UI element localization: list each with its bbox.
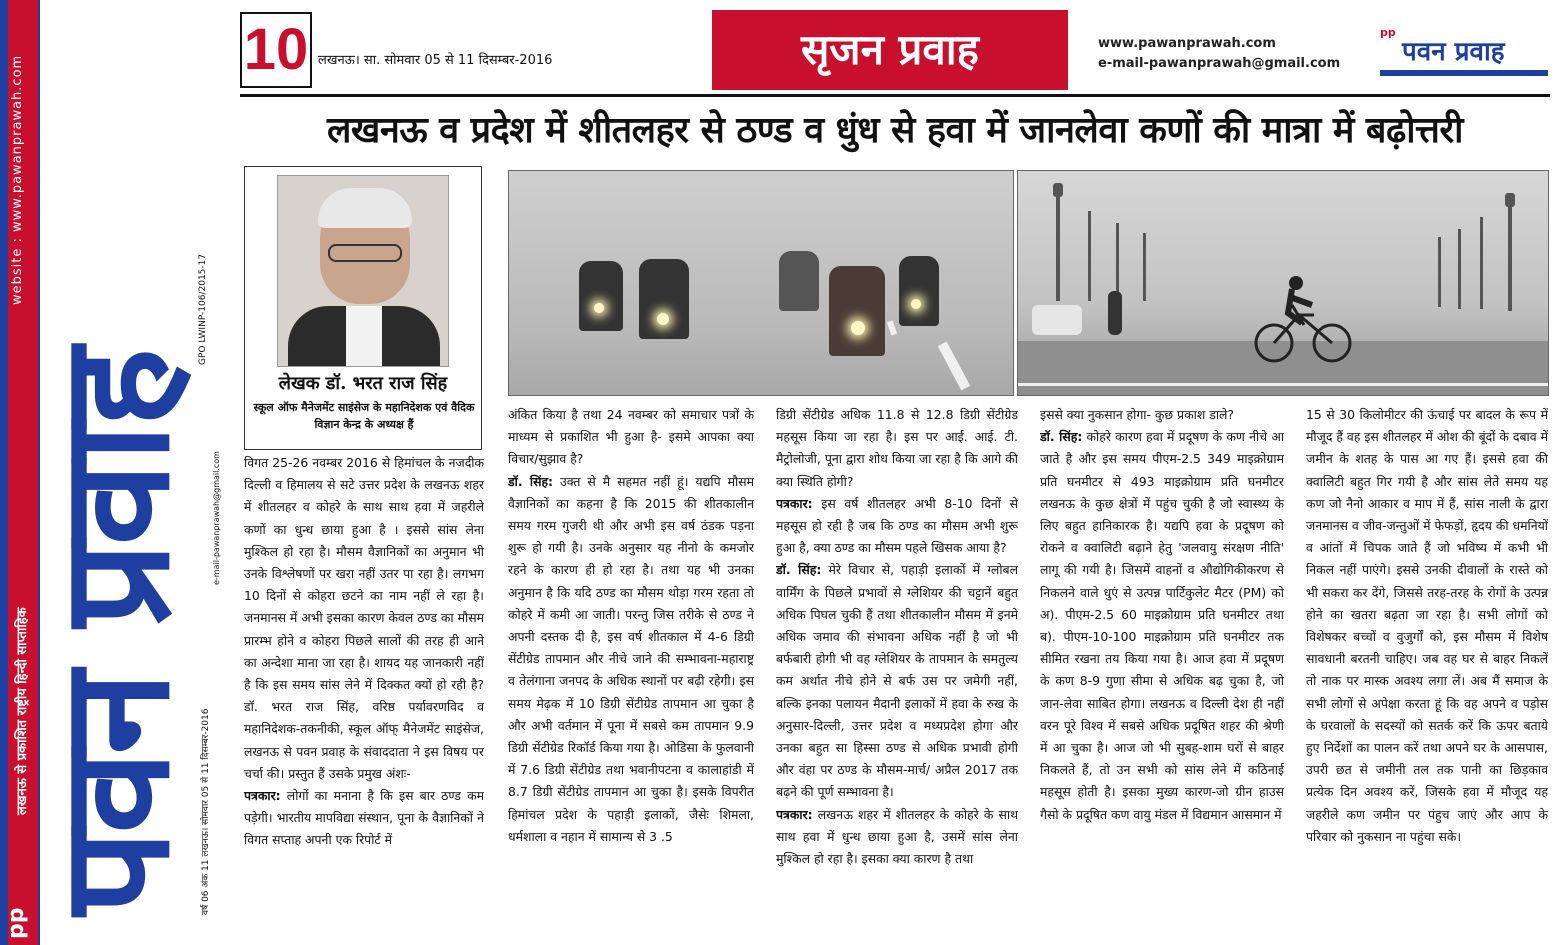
motorcycle-rider xyxy=(829,266,885,356)
logo-underline xyxy=(1380,70,1548,76)
fog-motorcycles-photo xyxy=(508,170,1014,396)
page-number: 10 xyxy=(240,12,312,88)
paragraph xyxy=(776,804,1018,871)
speaker-label: पत्रकार: xyxy=(776,806,813,822)
paragraph xyxy=(1040,426,1284,826)
masthead-rotated-group xyxy=(0,0,230,945)
photo-shirt-shape xyxy=(346,306,382,367)
headlight xyxy=(851,321,865,335)
paragraph-text: लोगों का मनाना है कि इस बार ठण्ड कम पड़ेगी। भारतीय मापविद्या संस्थान, पूना के वैज्ञानिकों ने विगत सप्ताह अपनी एक रिपोर्ट में xyxy=(244,788,484,848)
masthead-title: पवन प्रवाह xyxy=(27,351,203,915)
street-lamp-pole xyxy=(1116,223,1119,301)
header-email: e-mail-pawanprawah@gmail.com xyxy=(1098,56,1341,71)
paragraph xyxy=(776,404,1018,493)
paragraph-text: उक्त से मै सहमत नहीं हूं। यद्यपि मौसम वैज्ञानिकों का कहना है कि 2015 की शीतकालीन समय गरम गुजरी थी और अभी इस वर्ष ठंडक पड़ना शुरू हो गयी है। उनके अनुसार यह नीनो के कमजोर रहने के कारण ही हो रहा है। तथा यह भी उनका अनुमान है कि यदि ठण्ड का मौसम थोड़ा गरम रहता तो कोहरे में कमी आ जाती। परन्तु जिस तरीके से ठण्ड ने अपनी दस्तक दी है, इस वर्ष शीतकाल में 4-6 डिग्री सेंटीग्रेड तापमान और नीचे जाने की सम्भावना-महाराष्ट्र व तेलंगाना जनपद के अधिक स्थानों पर बढ़ी रहेगी। इस समय मेढ़क में 10 डिग्री सेंटीग्रेड तापमान आ चुका है और अभी वर्तमान में पूना में सबसे कम तापमान 9.9 डिग्री सेंटीग्रेड रिकॉर्ड किया गया है। ओडिसा के फुलवानी में 7.6 डिग्री सेंटीग्रेड तथा भवानीपटना व कालाहांडी में 8.7 डिग्री सेंटीग्रेड तापमान आ चुका है। इसके विपरीत हिमांचल प्रदेश के पहाड़ी इलाकों, जैसेः शिमला, धर्मशाला व नहान में सामान्य से 3 .5 xyxy=(508,473,754,844)
dateline: लखनऊ। सा. सोमवार 05 से 11 दिसम्बर-2016 xyxy=(318,53,553,68)
header-website: www.pawanprawah.com xyxy=(1098,36,1276,51)
car-shape xyxy=(1032,305,1082,335)
author-name: लेखक डॉ. भरत राज सिंह xyxy=(278,373,448,394)
paragraph-text: इस वर्ष शीतलहर अभी 8-10 दिनों से महसूस हो रही है जब कि ठण्ड का मौसम अभी शुरू हुआ है, क्या ठण्ड का मौसम पहले खिसक आया है? xyxy=(776,495,1018,556)
road-marking xyxy=(1018,383,1549,386)
cyclist-silhouette xyxy=(1254,275,1354,365)
speaker-label: पत्रकार: xyxy=(776,495,813,511)
paragraph-text: 15 से 30 किलोमीटर की ऊंचाई पर बादल के रूप में मौजूद हैं वह इस शीतलहर में ओश की बूंदों के दबाव में जमीन के शतह के पास आ गए हैं। इससे हवा की क्वालिटी बहुत गिर गयी है और सांस लेते समय यह कण जो नैनो आकार व माप में हैं, सांस नाली के द्वारा जनमानस व जीव-जन्तुओं में फेफड़ों, हृदय की धमनियों व आंतों में चिपक जाते हैं जो भविष्य में कभी भी निकल नहीं पाएंगे। इससे उनकी दीवालों के रास्ते को भी सकरा कर देंगे, जिससे तरह-तरह के रोगों के उत्पन्न होने का खतरा बढ़ता जा रहा है। सभी लोगों को विशेषकर बच्चों व वुजुर्गों को, इस मौसम में विशेष सावधानी बरतनी चाहिए। जब वह घर से बाहर निकलें तो नाक पर मास्क अवश्य लगा लें। अब मैं समाज के सभी लोगों से अपेक्षा करता हूं कि वह अपने व पड़ोस के घरवालों के सदस्यों को सतर्क करें कि ऊपर बताये हुए निर्देशों का पालन करें तथा अपने घर के आसपास, उपरी छत से जमीनी तल तक पानी का छिड़काव प्रत्येक दिन अवश्य करें, जिसके हवा में मौजूद यह जहरीले कण जमीन पर पंहुच जाएं और आप के परिवार को नुकसान ना पहुंचा सके। xyxy=(1306,407,1548,844)
article-column-1 xyxy=(244,452,484,938)
paragraph xyxy=(776,559,1018,803)
street-lamp-pole xyxy=(1480,217,1483,309)
paragraph xyxy=(1306,404,1548,848)
motorcycle-rider xyxy=(779,251,819,311)
street-lamp-pole xyxy=(1458,229,1461,309)
photo-glasses-shape xyxy=(328,244,402,262)
fog-cyclist-photo xyxy=(1017,170,1549,396)
street-lamp-pole xyxy=(1508,201,1512,311)
article-headline: लखनऊ व प्रदेश में शीतलहर से ठण्ड व धुंध से हवा में जानलेवा कणों की मात्रा में बढ़ोत्तरी xyxy=(327,109,1463,151)
masthead-tagline: लखनऊ से प्रकाशित राष्ट्रीय हिन्दी साप्ताहिक xyxy=(15,607,30,815)
motorcycle-rider xyxy=(639,259,689,339)
headlight xyxy=(594,303,604,313)
speaker-label: पत्रकार: xyxy=(244,788,281,804)
masthead-pp-badge: pp xyxy=(4,907,29,939)
paragraph xyxy=(244,452,484,785)
motorcycle-rider xyxy=(579,261,623,331)
road-marking xyxy=(887,320,897,335)
paragraph xyxy=(508,471,754,848)
article-column-3 xyxy=(776,404,1018,938)
street-lamp xyxy=(1053,183,1063,197)
author-box xyxy=(244,166,482,450)
page-header xyxy=(240,8,1550,94)
header-divider xyxy=(240,94,1550,97)
masthead-issue-line: वर्ष 06 अंक 11 लखनऊ। सोमवार 05 से 11 दिसम्बर-2016 xyxy=(201,708,211,915)
article-column-5 xyxy=(1306,404,1548,938)
masthead-website: website : www.pawanprawah.com xyxy=(10,54,25,305)
paragraph-text: कोहरे कारण हवा में प्रदूषण के कण नीचे आ जाते है और इस समय पीएम-2.5 349 माइक्रोग्राम प्रति घनमीटर से 493 माइक्रोग्राम प्रति घनमीटर लखनऊ के कुछ क्षेत्रों में पहुंच चुकी है जो स्वास्थ्य के लिए बहुत हानिकारक है। यद्यपि हवा के प्रदूषण को रोकने व क्वालिटी बढ़ाने हेतु 'जलवायु संरक्षण नीति' लागू की गयी है। जिसमें वाहनों व औद्योगिकीकरण से निकलने वाले धुएं से उत्पन्न पार्टिकुलेट मैटर (PM) को अ). पीएम-2.5 60 माइक्रोग्राम प्रति घनमीटर तथा ब). पीएम-10-100 माइक्रोग्राम प्रति घनमीटर तक सीमित रखना तय किया गया है। आज हवा में प्रदूषण के कण 8-9 गुणा सीमा से अधिक बढ़ चुका है, जो जान-लेवा साबित होगा। लखनऊ व दिल्ली देश ही नहीं वरन पूरे विश्व में सबसे अधिक प्रदूषित शहर की श्रेणी में आ चुका है। आज जो भी सुबह-शाम घरों से बाहर निकलते हैं, तो उन सभी को सांस लेने में कठिनाई महसूस होती है। इसका मुख्य कारण-जो ग्रीन हाउस गैसो के प्रदूषित कण वायु मंडल में विद्यमान आसमान में xyxy=(1040,429,1284,822)
logo-text: पवन प्रवाह xyxy=(1402,37,1505,67)
street-lamp-pole xyxy=(1088,211,1091,301)
article-column-4 xyxy=(1040,404,1284,938)
paragraph-text: इससे क्या नुकसान होगा- कुछ प्रकाश डाले? xyxy=(1040,407,1235,422)
motorcycle-rider xyxy=(899,256,939,326)
paragraph-text: लखनऊ शहर में शीतलहर के कोहरे के साथ साथ हवा में धुन्ध छाया हुआ है, उसमें सांस लेना मुश्किल हो रहा है। इसका क्या कारण है तथा xyxy=(776,806,1018,867)
speaker-label: डॉ. सिंह: xyxy=(1040,429,1083,445)
paragraph xyxy=(508,404,754,471)
paragraph-text: विगत 25-26 नवम्बर 2016 से हिमांचल के नजदीक दिल्ली व हिमालय से सटे उत्तर प्रदेश के लखनऊ शहर में शीतलहर व कोहरे के साथ साथ हवा में जहरीले कणों का धुन्ध छाया हुआ है । इससे सांस लेना मुश्किल हो रहा है। मौसम वैज्ञानिकों का अनुमान भी उनके विश्लेषणों पर खरा नहीं उतर पा रहा है। लगभग 10 दिनों से कोहरा छटने का नाम नहीं ले रहा है। जनमानस में अभी इसका कारण केवल ठण्ड का मौसम प्रारम्भ होने व कोहरा पिछले सालों की तरह ही आने का अन्देशा माना जा रहा है। शायद यह जानकारी नहीं है कि इस समय सांस लेने में दिक्कत क्यों हो रही है? डॉ. भरत राज सिंह, वरिष्ठ पर्यावरणविद व महानिदेशक-तकनीकी, स्कूल ऑफ् मैनेजमेंट साइंसेज, लखनऊ से पवन प्रवाह के संवाददाता ने इस विषय पर चर्चा की। प्रस्तुत हैं उसके प्रमुख अंशः- xyxy=(244,455,484,781)
paragraph xyxy=(244,785,484,852)
speaker-label: डॉ. सिंह: xyxy=(508,473,554,489)
masthead-registration: GPO LWINP-106/2015-17 xyxy=(198,253,208,365)
speaker-label: डॉ. सिंह: xyxy=(776,562,822,578)
headlight xyxy=(657,313,669,325)
paragraph-text: डिग्री सेंटीग्रेड अधिक 11.8 से 12.8 डिग्री सेंटीग्रेड महसूस किया जा रहा है। इस पर आई. आई. टी. मैट्रोलोजी, पूना द्वारा शोध किया जा रहा है कि आगे की क्या स्थिति होगी? xyxy=(776,407,1018,489)
author-photo xyxy=(277,175,449,367)
paragraph xyxy=(1040,404,1284,426)
pedestrian-silhouette xyxy=(1108,291,1122,335)
street-lamp-pole xyxy=(1056,191,1060,301)
logo-pp-mark: pp xyxy=(1380,26,1396,39)
photo-hair-shape xyxy=(318,188,412,228)
paragraph-text: मेरे विचार से, पहाड़ी इलाकों में ग्लोबल वार्मिंग के पिछले प्रभावों से ग्लेशियर की चट्टानें बहुत अधिक पिघल चुकी हैं तथा शीतकालीन मौसम में इनमे अधिक जमाव की संभावना अधिक नहीं है जो भी बर्फबारी होगी भी वह ग्लेशियर के तापमान के समतुल्य कम अर्थात नीचे होने से बर्फ उस पर जमेगी नहीं, बल्कि इनका पलायन मैदानी इलाकों में हवा के रुख के अनुसार-दिल्ली, उत्तर प्रदेश व मध्यप्रदेश होगा और उनका बहुत सा हिस्सा ठण्ड से अधिक प्रभावी होगी और वंहा पर ठण्ड के मौसम-मार्च/ अप्रैल 2017 तक बढ़ने की पूर्ण सम्भावना है। xyxy=(776,562,1018,800)
header-logo xyxy=(1380,26,1548,78)
article-column-2 xyxy=(508,404,754,938)
headlight xyxy=(911,299,921,309)
section-banner: सृजन प्रवाह xyxy=(712,10,1068,90)
street-lamp-pole xyxy=(1143,233,1146,301)
paragraph-text: अंकित किया है तथा 24 नवम्बर को समाचार पत्रों के माध्यम से प्रकाशित भी हुआ है- इसमे आपका क्या विचार/सुझाव है? xyxy=(508,407,754,467)
paragraph xyxy=(776,493,1018,560)
author-title: स्कूल ऑफ मैनेजमेंट साइंसेज के महानिदेशक एवं वैदिक विज्ञान केन्द्र के अध्यक्ष हैं xyxy=(253,401,475,431)
road-marking xyxy=(938,342,970,391)
street-lamp xyxy=(1505,193,1515,207)
street-lamp-pole xyxy=(1438,237,1441,307)
vertical-masthead xyxy=(0,0,230,945)
masthead-email: e-mail-pawanprawah@gmail.com xyxy=(212,451,221,585)
